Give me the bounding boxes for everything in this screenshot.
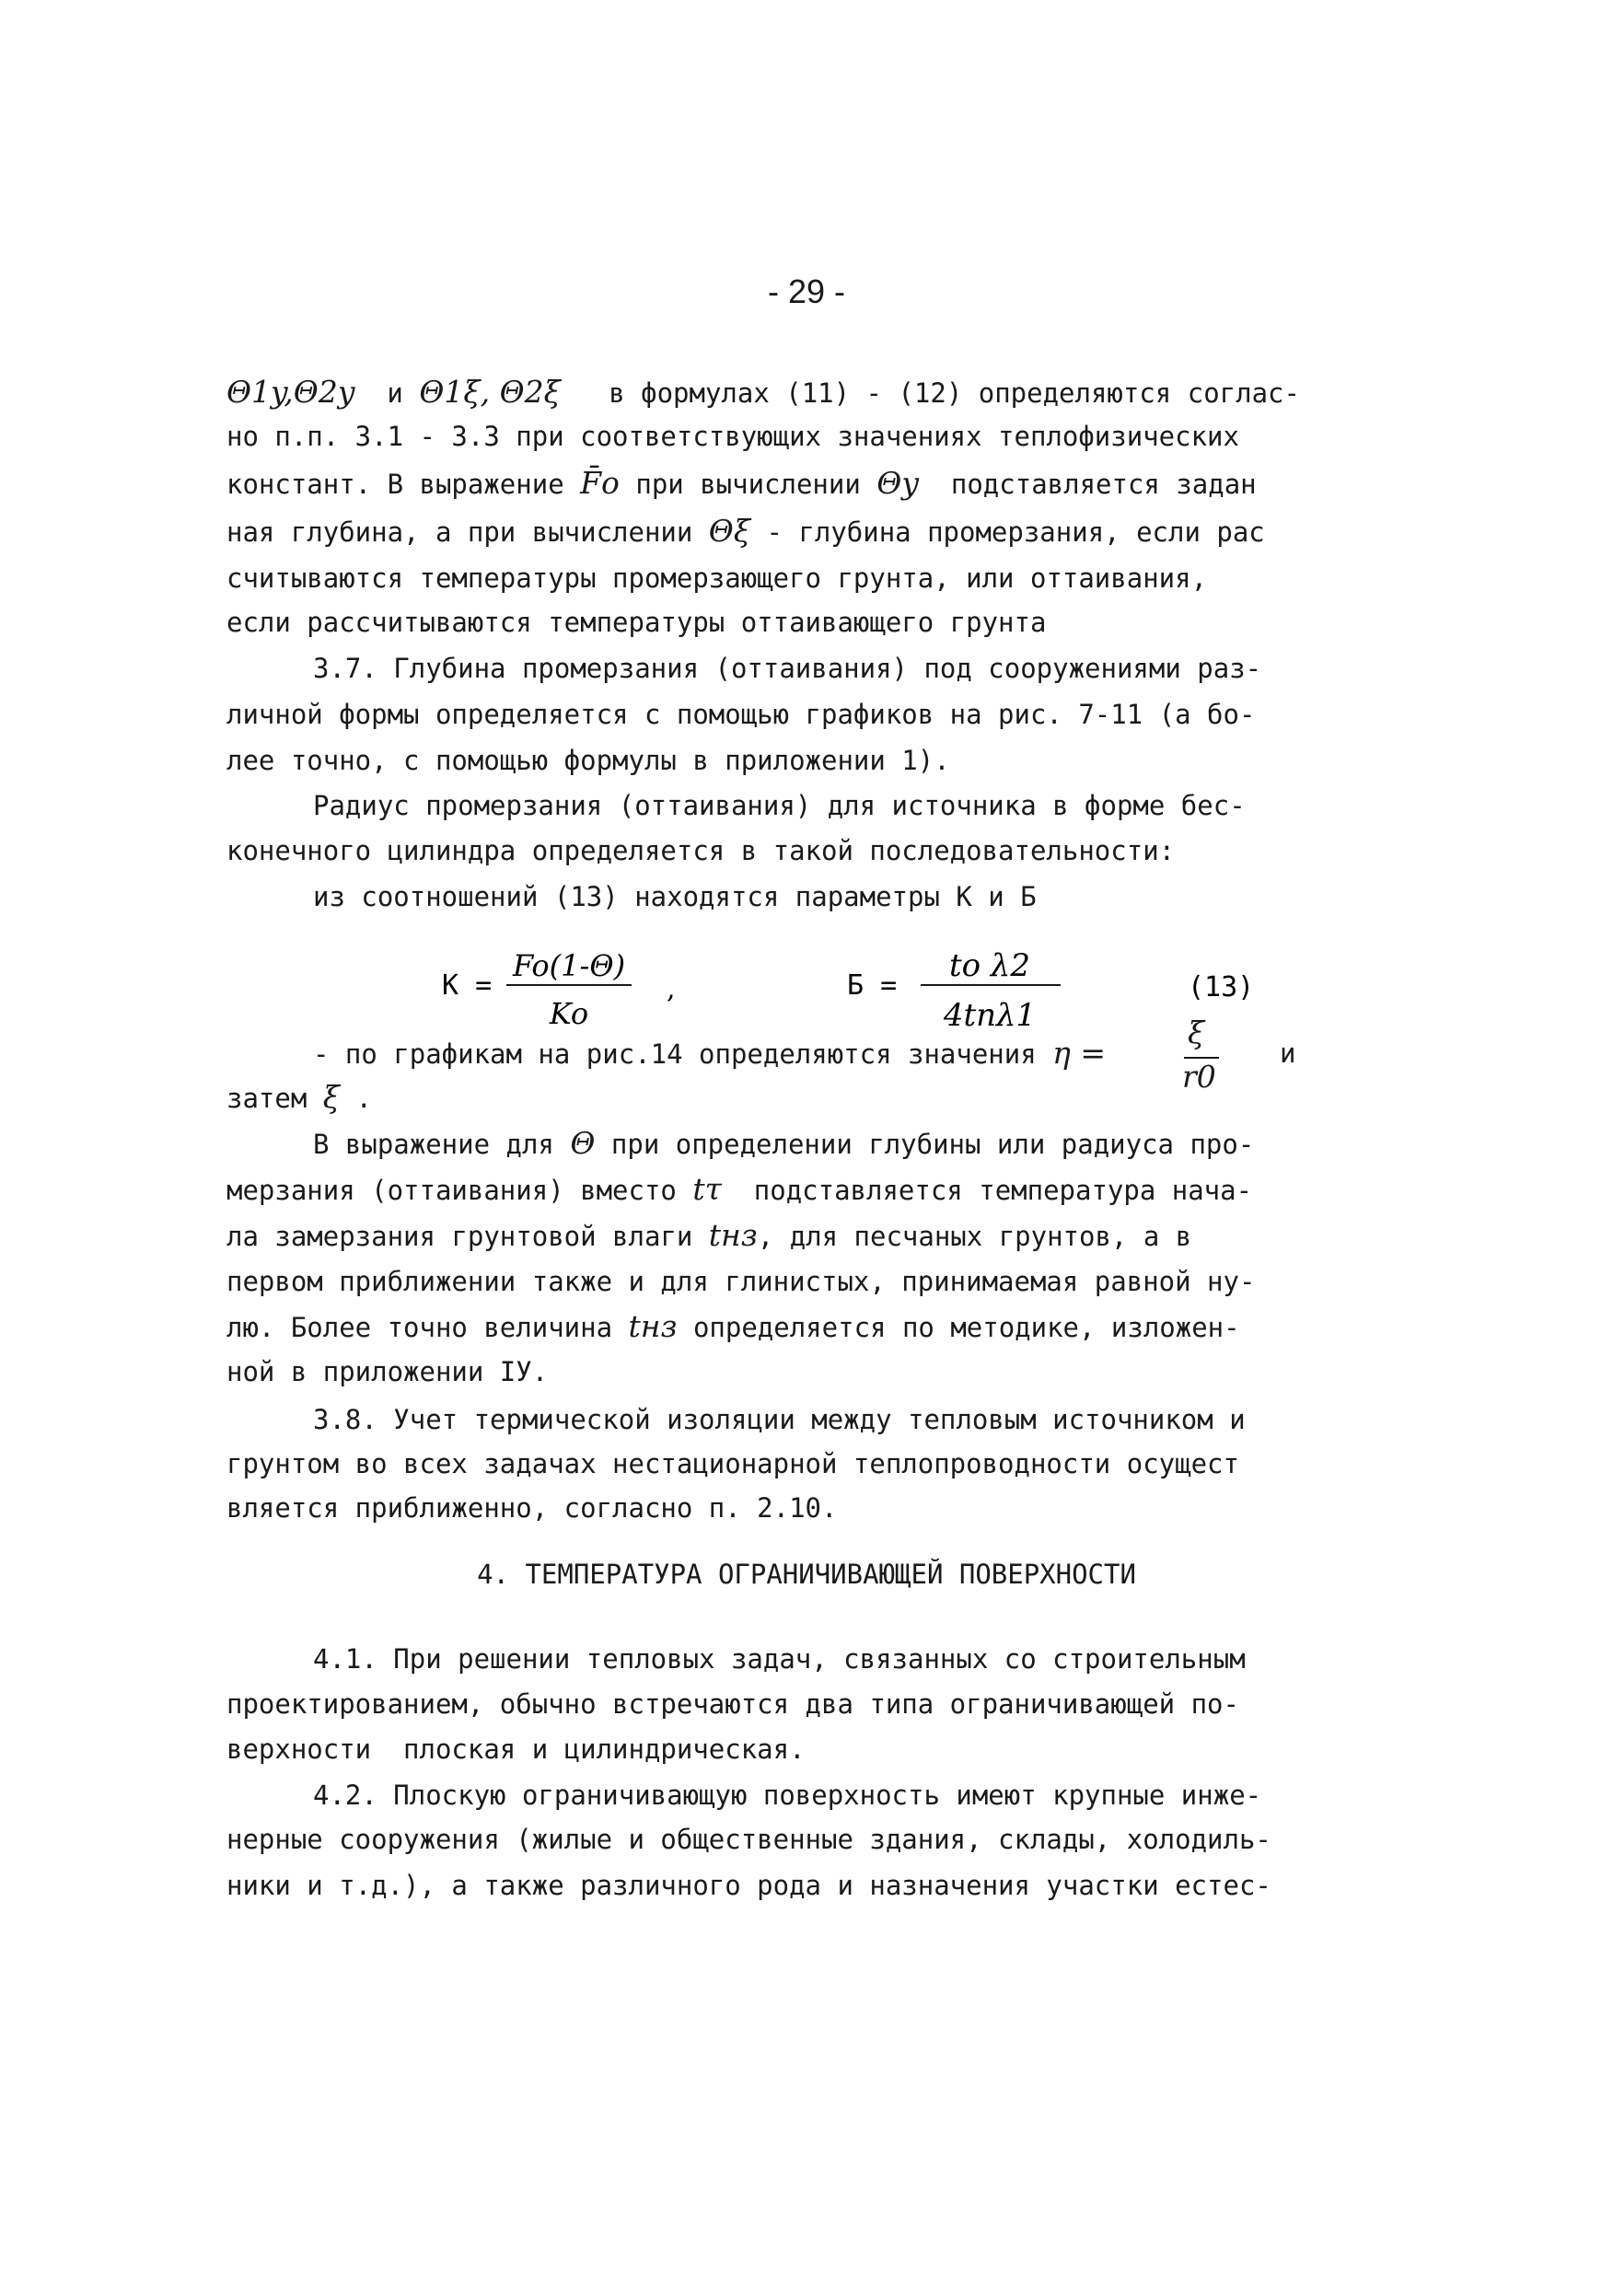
conj-and: и [387,377,403,409]
line-13-part-a: - по графикам на рис.14 определяются значения [313,1038,1037,1070]
equation-number: (13) [1188,971,1255,1003]
text-line-20: ной в приложении IУ. [226,1356,549,1387]
line-15-part-a: В выражение для [313,1129,554,1160]
text-line-19 [226,1308,1240,1346]
line-16-part-a: мерзания (оттаивания) вместо [226,1175,677,1206]
theta-symbols-y: Θ1y,Θ2y [226,374,355,410]
xi-symbol: ξ [322,1079,340,1115]
page-number: - 29 - [767,273,846,310]
text-line-13 [313,1035,1106,1073]
k-denominator: Ko [549,996,589,1031]
line-14-part-a: затем [226,1083,308,1114]
text-line-22: грунтом во всех задачах нестационарной теплопроводности осущест [226,1448,1239,1479]
section-heading: 4. ТЕМПЕРАТУРА ОГРАНИЧИВАЮЩЕЙ ПОВЕРХНОСТИ [477,1559,1136,1590]
k-label: К = [442,969,493,1002]
text-line-10: Радиус промерзания (оттаивания) для источника в форме бес- [313,790,1246,821]
text-line-8: личной формы определяется с помощью графиков на рис. 7-11 (а бо- [226,699,1256,730]
formula-comma: , [667,973,676,1005]
line-19-part-a: лю. Более точно величина [226,1312,613,1343]
t-tau-symbol: tτ [692,1171,722,1207]
text-line-11: конечного цилиндра определяется в такой последовательности: [226,835,1176,866]
text-line-17 [226,1217,1191,1255]
text-line-6: если рассчитываются температуры оттаивающего грунта [226,607,1047,638]
line-15-part-b: при определении глубины или радиуса про- [610,1129,1255,1160]
line-3-part-c: подставляется задан [950,469,1257,500]
text-line-29: ники и т.д.), а также различного рода и назначения участки естес- [226,1870,1271,1901]
line-13-part-b: и [1280,1038,1296,1069]
text-line-2: но п.п. 3.1 - 3.3 при соответствующих значениях теплофизических [226,421,1239,452]
text-line-18: первом приближении также и для глинистых, принимаемая равной ну- [226,1266,1256,1297]
text-line-16 [226,1171,1252,1209]
text-line-4 [226,513,1265,551]
text-line-1 [226,374,1300,412]
line-17-part-b: , для песчаных грунтов, а в [757,1221,1192,1252]
line-4-part-a: ная глубина, а при вычислении [226,516,693,548]
text-line-28: нерные сооружения (жилые и общественные здания, склады, холодиль- [226,1824,1271,1855]
t-nz-symbol-2: tнз [628,1308,678,1344]
text-line-25: проектированием, обычно встречаются два типа ограничивающей по- [226,1688,1239,1720]
text-line-12: из соотношений (13) находятся параметры К и Б [313,881,1037,912]
line-3-part-a: констант. В выражение [226,469,564,500]
line-3-part-b: при вычислении [635,469,861,500]
line-16-part-b: подставляется температура нача- [753,1175,1253,1206]
text-line-27: 4.2. Плоскую ограничивающую поверхность имеют крупные инже- [313,1780,1262,1811]
line-4-part-b: - глубина промерзания, если рас [766,516,1265,548]
line-1-text: в формулах (11) - (12) определяются соглас- [609,377,1300,409]
b-numerator: to λ2 [948,947,1031,984]
text-line-21: 3.8. Учет термической изоляции между тепловым источником и [313,1404,1246,1435]
text-line-14 [226,1079,372,1117]
text-line-24: 4.1. При решении тепловых задач, связанных со строительным [313,1643,1246,1675]
text-line-7: 3.7. Глубина промерзания (оттаивания) под сооружениями раз- [313,653,1262,684]
eta-frac-denominator: r0 [1182,1059,1216,1095]
text-line-3 [226,465,1257,503]
theta-y-symbol: Θy [876,465,919,501]
theta-symbol: Θ [570,1125,596,1161]
line-19-part-b: определяется по методике, изложен- [692,1312,1240,1343]
k-numerator: Fo(1-Θ) [512,948,626,983]
text-line-9: лее точно, с помощью формулы в приложении 1). [226,745,950,776]
theta-xi-symbol: Θξ [708,513,751,549]
text-line-15 [313,1125,1254,1163]
theta-symbols-xi: Θ1ξ, Θ2ξ [419,374,561,410]
b-label: Б = [847,969,898,1002]
line-17-part-a: ла замерзания грунтовой влаги [226,1221,693,1252]
b-denominator: 4tnλ1 [943,997,1037,1034]
line-14-part-b: . [355,1083,372,1114]
text-line-5: считываются температуры промерзающего грунта, или оттаивания, [226,562,1208,594]
eta-frac-numerator: ξ [1188,1015,1205,1050]
eta-symbol: η = [1052,1035,1107,1071]
text-line-23: вляется приближенно, согласно п. 2.10. [226,1492,838,1524]
t-nz-symbol: tнз [708,1217,758,1253]
fourier-symbol: F̄o [580,465,620,501]
text-line-26: верхности плоская и цилиндрическая. [226,1734,806,1765]
